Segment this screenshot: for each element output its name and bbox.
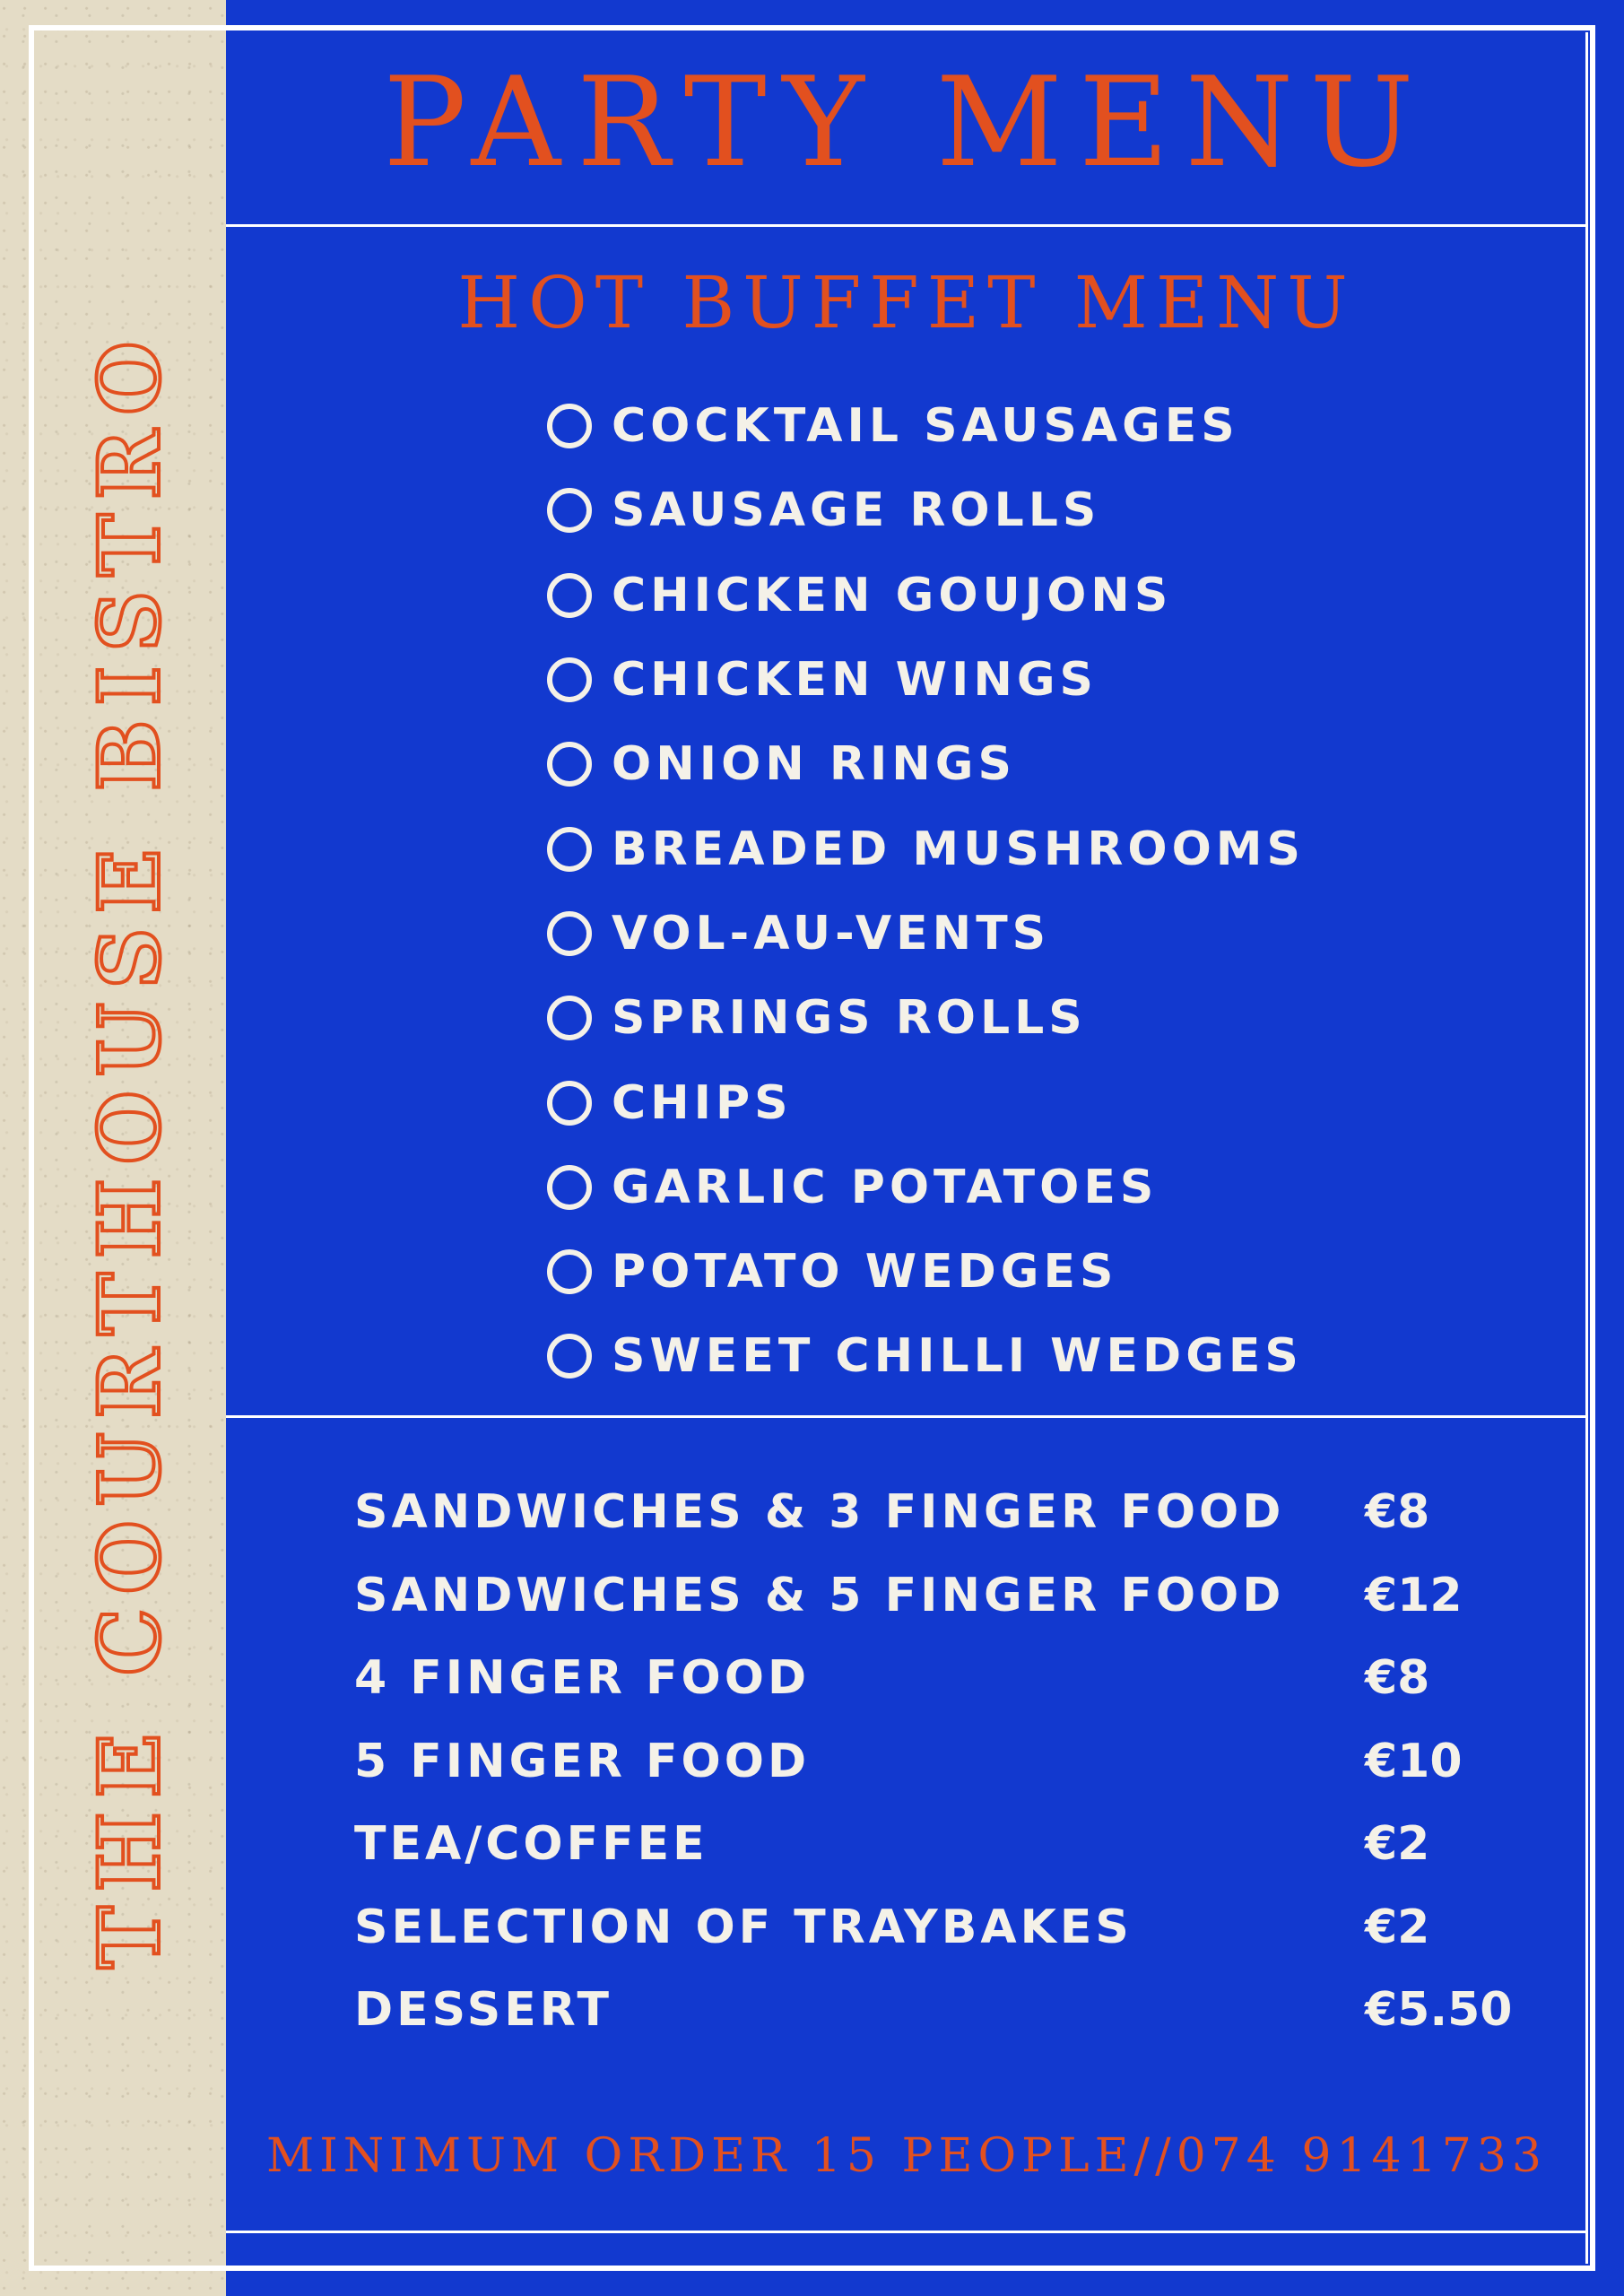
price-value: €10 bbox=[1365, 1734, 1463, 1788]
footer-min-order: MINIMUM ORDER 15 PEOPLE//074 9141733 bbox=[266, 2129, 1547, 2183]
price-list bbox=[354, 1471, 1520, 2052]
item-label: ONION RINGS bbox=[612, 737, 1016, 792]
item-label: SAUSAGE ROLLS bbox=[612, 483, 1101, 538]
item-label: CHICKEN WINGS bbox=[612, 653, 1098, 708]
price-item-name: TEA/COFFEE bbox=[354, 1817, 708, 1871]
list-item bbox=[547, 1314, 1305, 1398]
circle-bullet-icon bbox=[547, 996, 592, 1040]
item-label: POTATO WEDGES bbox=[612, 1245, 1118, 1300]
price-item-name: SANDWICHES & 5 FINGER FOOD bbox=[354, 1568, 1285, 1622]
price-row bbox=[354, 1637, 1520, 1720]
item-label: COCKTAIL SAUSAGES bbox=[612, 399, 1239, 454]
price-value: €12 bbox=[1365, 1568, 1463, 1622]
item-label: BREADED MUSHROOMS bbox=[612, 822, 1305, 876]
item-label: SPRINGS ROLLS bbox=[612, 991, 1087, 1046]
list-item bbox=[547, 722, 1305, 806]
circle-bullet-icon bbox=[547, 911, 592, 956]
price-row bbox=[354, 1886, 1520, 1970]
list-item bbox=[547, 1230, 1305, 1314]
page-title: PARTY MENU bbox=[383, 50, 1430, 195]
circle-bullet-icon bbox=[547, 1334, 592, 1378]
list-item bbox=[547, 1060, 1305, 1144]
divider-bottom bbox=[226, 2231, 1587, 2233]
list-item bbox=[547, 976, 1305, 1060]
divider-top bbox=[226, 224, 1587, 227]
list-item bbox=[547, 806, 1305, 891]
price-value: €2 bbox=[1365, 1900, 1430, 1954]
price-row bbox=[354, 1803, 1520, 1886]
price-item-name: 5 FINGER FOOD bbox=[354, 1734, 811, 1788]
circle-bullet-icon bbox=[547, 573, 592, 618]
price-item-name: SANDWICHES & 3 FINGER FOOD bbox=[354, 1485, 1285, 1539]
list-item bbox=[547, 891, 1305, 976]
circle-bullet-icon bbox=[547, 1165, 592, 1210]
price-value: €8 bbox=[1365, 1485, 1430, 1539]
price-value: €5.50 bbox=[1365, 1983, 1513, 2037]
price-row bbox=[354, 1720, 1520, 1804]
circle-bullet-icon bbox=[547, 827, 592, 872]
item-label: CHIPS bbox=[612, 1075, 793, 1130]
frame-inner-line bbox=[1585, 32, 1588, 2264]
price-row bbox=[354, 1471, 1520, 1554]
circle-bullet-icon bbox=[547, 488, 592, 533]
price-value: €2 bbox=[1365, 1817, 1430, 1871]
list-item bbox=[547, 1145, 1305, 1230]
item-label: GARLIC POTATOES bbox=[612, 1160, 1159, 1214]
item-label: VOL-AU-VENTS bbox=[612, 906, 1051, 961]
item-label: SWEET CHILLI WEDGES bbox=[612, 1329, 1303, 1384]
list-item bbox=[547, 384, 1305, 468]
price-row bbox=[354, 1554, 1520, 1638]
item-label: CHICKEN GOUJONS bbox=[612, 568, 1173, 622]
price-item-name: 4 FINGER FOOD bbox=[354, 1651, 811, 1705]
price-value: €8 bbox=[1365, 1651, 1430, 1705]
hot-buffet-heading: HOT BUFFET MENU bbox=[457, 261, 1356, 344]
circle-bullet-icon bbox=[547, 742, 592, 787]
circle-bullet-icon bbox=[547, 404, 592, 448]
price-row bbox=[354, 1969, 1520, 2052]
circle-bullet-icon bbox=[547, 1249, 592, 1294]
price-item-name: SELECTION OF TRAYBAKES bbox=[354, 1900, 1133, 1954]
list-item bbox=[547, 553, 1305, 638]
price-item-name: DESSERT bbox=[354, 1983, 612, 2037]
brand-vertical-title: THE COURTHOUSE BISTRO bbox=[81, 326, 179, 1970]
list-item bbox=[547, 638, 1305, 722]
hot-buffet-list bbox=[547, 384, 1305, 1399]
circle-bullet-icon bbox=[547, 1081, 592, 1126]
list-item bbox=[547, 468, 1305, 552]
circle-bullet-icon bbox=[547, 657, 592, 702]
divider-middle bbox=[226, 1415, 1587, 1418]
